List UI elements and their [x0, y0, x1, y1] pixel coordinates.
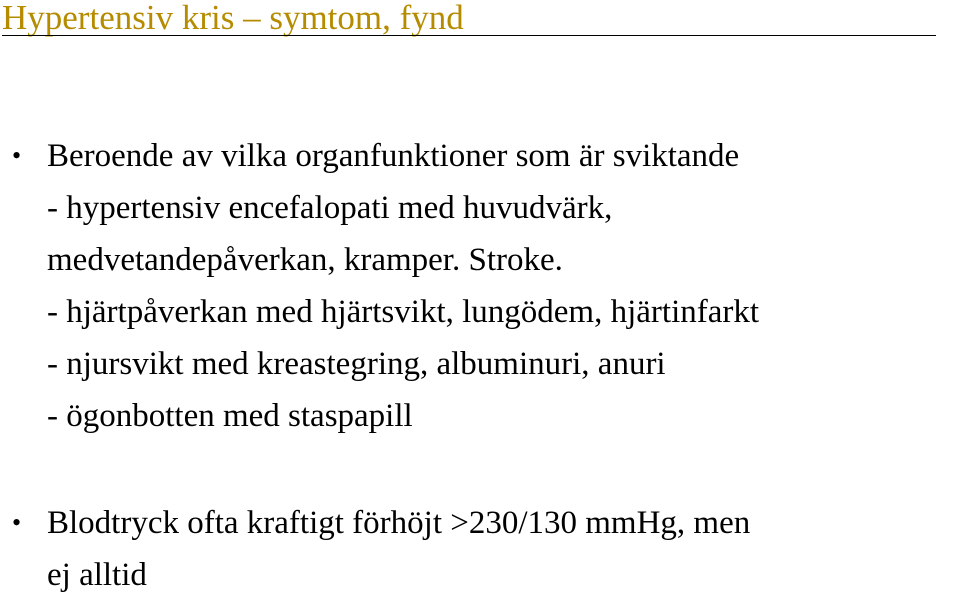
- bullet-line: ej alltid: [47, 557, 147, 593]
- bullet-line: - njursvikt med kreastegring, albuminuri, anuri: [47, 346, 666, 382]
- bullet-line: - hypertensiv encefalopati med huvudvärk,: [47, 190, 613, 226]
- title-underline: [2, 35, 936, 36]
- bullet-line: Blodtryck ofta kraftigt förhöjt >230/130 mmHg, men: [47, 505, 751, 541]
- bullet-line: medvetandepåverkan, kramper. Stroke.: [47, 242, 563, 278]
- bullet-line: - hjärtpåverkan med hjärtsvikt, lungödem, hjärtinfarkt: [47, 294, 760, 330]
- bullet-dot-icon: •: [12, 508, 22, 537]
- bullet-dot-icon: •: [12, 141, 22, 170]
- bullet-line: Beroende av vilka organfunktioner som är sviktande: [47, 138, 740, 174]
- slide-title: Hypertensiv kris – symtom, fynd: [2, 0, 464, 37]
- bullet-line: - ögonbotten med staspapill: [47, 398, 413, 434]
